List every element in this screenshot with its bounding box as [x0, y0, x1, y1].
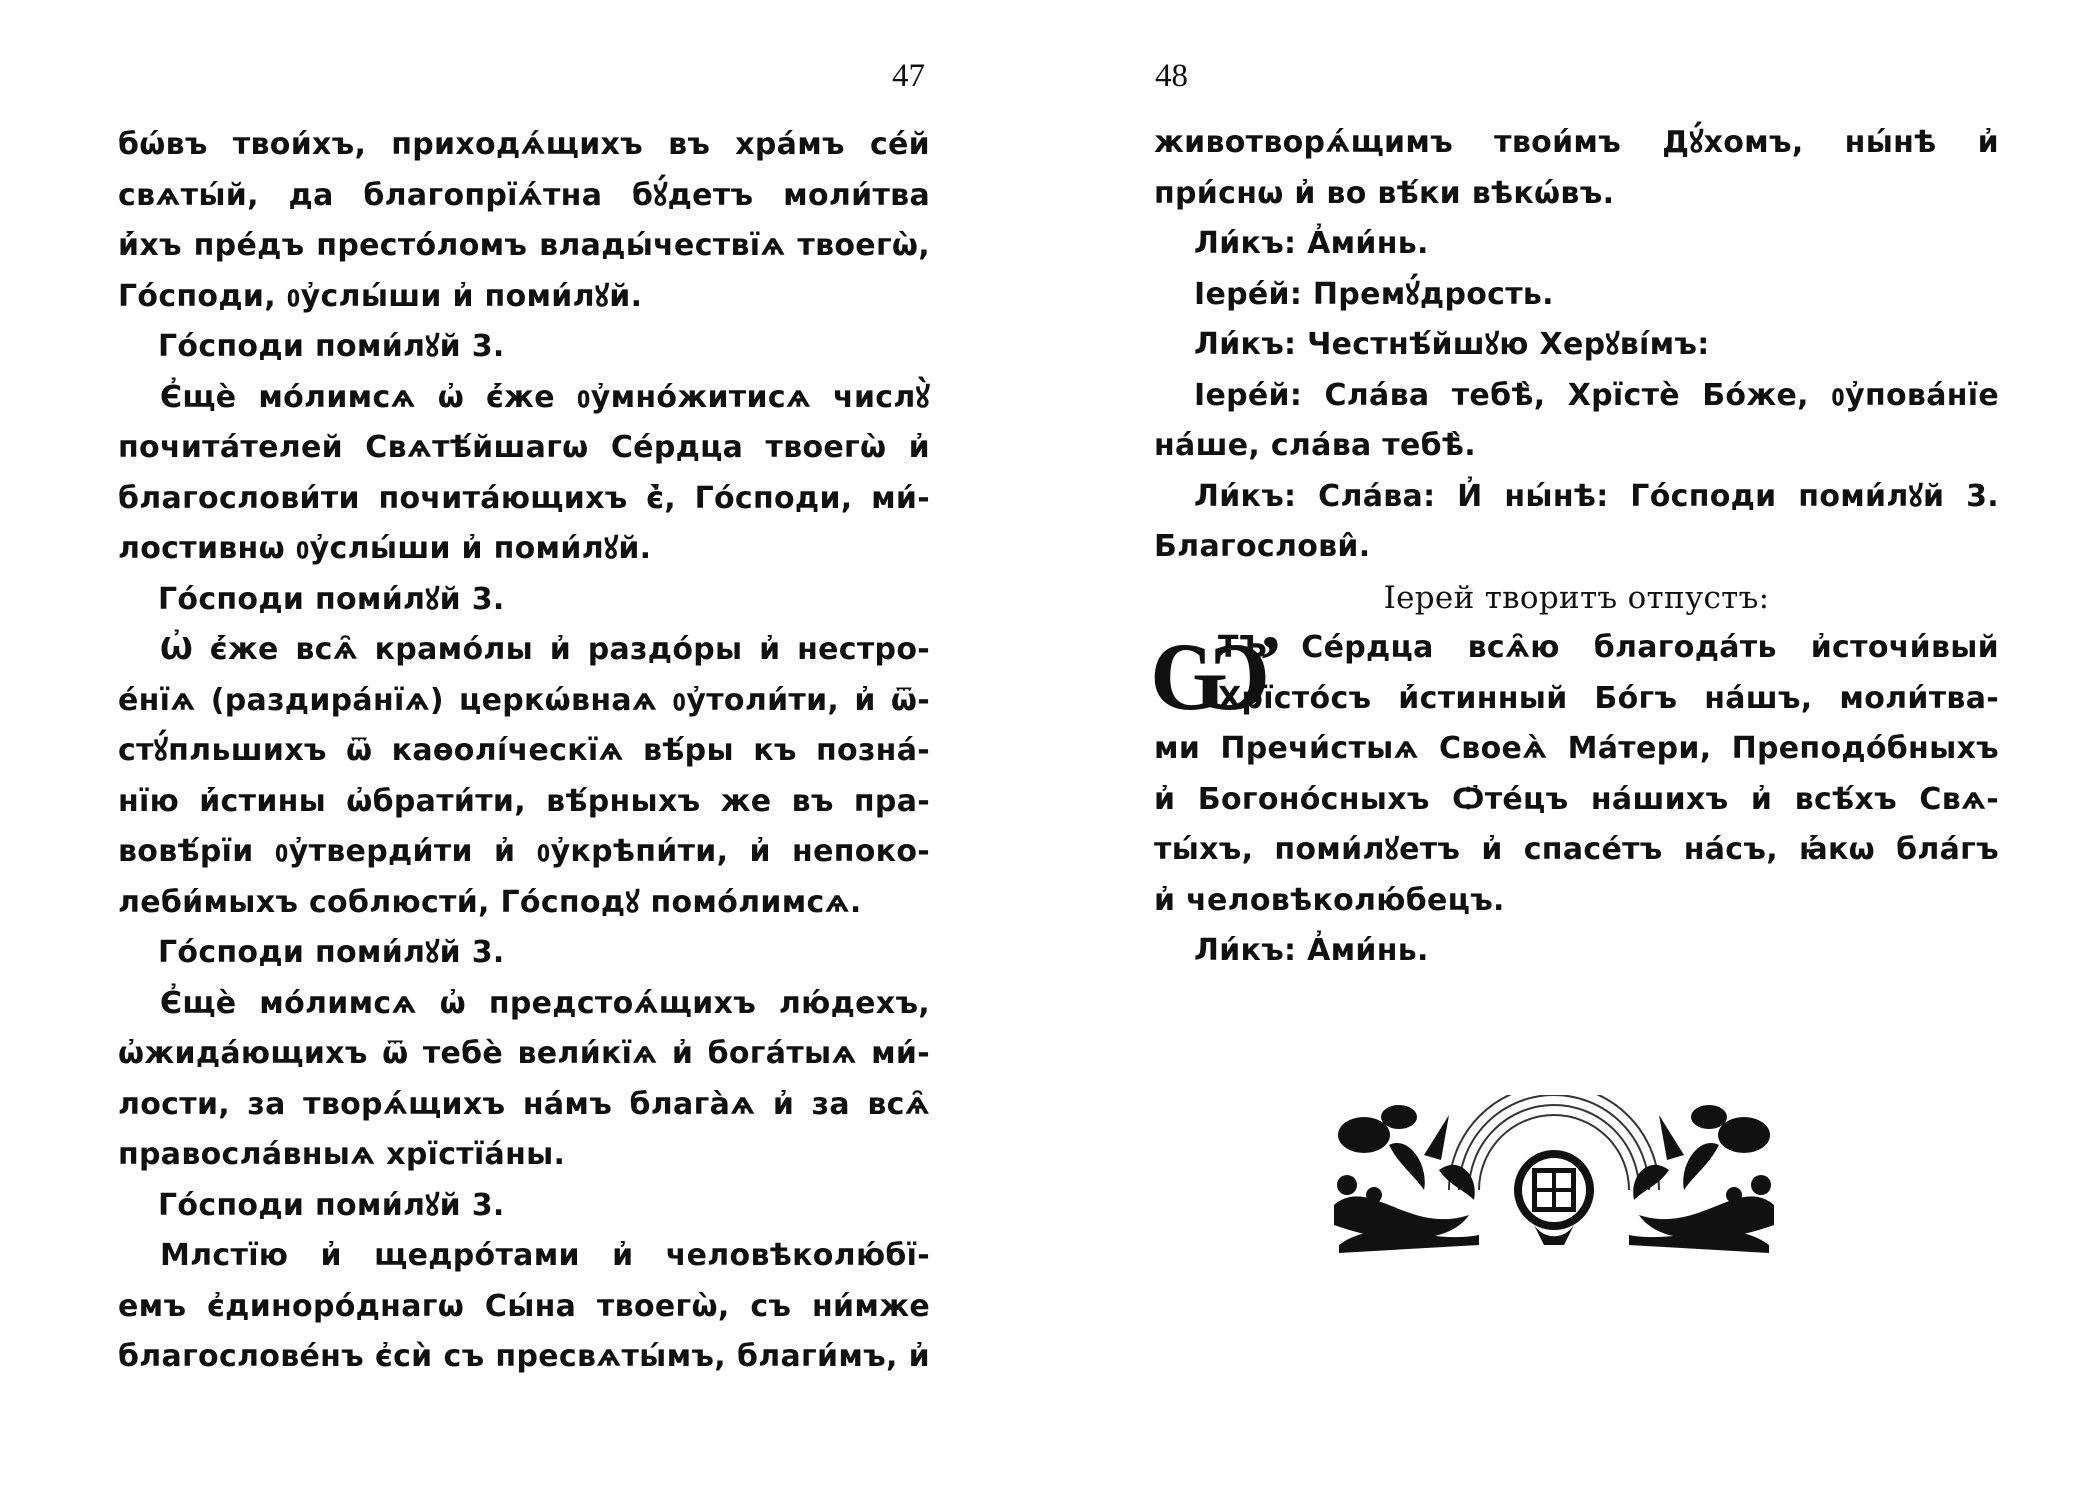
text-line: свѧты́й, да благопрїѧ́тна бꙋ́детъ моли́тва [118, 177, 930, 213]
drop-cap: Ѡ҆ [1150, 619, 1271, 732]
text-line: ми Пречи́стыѧ Своеѧ̀ Ма́тери, Преподо́бныхъ [1154, 731, 1999, 766]
text-line: на́ше, сла́ва тебѣ̀. [1154, 428, 1476, 463]
response-line: Го́споди поми́лꙋй 3. [158, 1187, 505, 1223]
text-line: животворѧ́щимъ твои́мъ Дꙋ́хомъ, ны́нѣ и҆ [1154, 125, 1999, 160]
left-page-text [118, 120, 930, 1383]
text-line: Ѡ҆ є҆́же всѧ̑ крамо́лы и҆ раздо́ры и҆ нестро- [160, 632, 930, 667]
text-line: е́нїѧ (раздира́нїѧ) церкѡ́внаѧ ᲂу҆толи́ти, и҆ ѿ- [118, 682, 930, 718]
text-line: Хрїсто́съ и҆́стинный Бо́гъ на́шъ, моли́тва- [1218, 680, 1999, 716]
page-number: 48 [1155, 58, 1188, 94]
text-line: стꙋ́пльшихъ ѿ каѳолі́ческїѧ вѣ́ры къ позна́- [118, 733, 930, 768]
text-line: благослови́ти почита́ющихъ є҆̀, Го́споди, ми́- [118, 480, 930, 516]
response-line: Го́споди поми́лꙋй 3. [158, 935, 505, 970]
response-line: Го́споди поми́лꙋй 3. [158, 581, 505, 617]
priest-line: Іере́й: Сла́ва тебѣ̀, Хрїстѐ Бо́же, ᲂу҆пова́нїе [1194, 377, 1999, 413]
text-line: вовѣ́рїи ᲂу҆тверди́ти и҆ ᲂу҆крѣпи́ти, и҆ непоко- [118, 834, 930, 869]
priest-line: Іере́й: Премꙋ́дрость. [1194, 276, 1554, 312]
text-line: и҆ Богоно́сныхъ Ѻ҆те́цъ на́шихъ и҆ всѣ́хъ Свѧ- [1154, 781, 1999, 817]
text-line: емъ є҆диноро́днагѡ Сы́на твоегѡ̀, съ ни́мже [118, 1288, 930, 1324]
text-line: ѡ҆жида́ющихъ ѿ тебѐ вели́кїѧ и҆ бога́тыѧ ми́- [118, 1036, 930, 1071]
text-line: и҆ человѣколю́бецъ. [1154, 882, 1505, 918]
text-line: при́снѡ и҆ во вѣ́ки вѣкѡ́въ. [1154, 175, 1615, 211]
text-line: бѡ́въ твои́хъ, приходѧ́щихъ въ хра́мъ се́й [118, 127, 930, 162]
response-line: Ли́къ: А҆ми́нь. [1194, 226, 1429, 261]
text-line: и҆́хъ пре́дъ престо́ломъ влады́чествїѧ твоегѡ̀, [118, 228, 930, 263]
text-line: лости, за творѧ́щихъ на́мъ блага̀ѧ и҆ за всѧ̑ [118, 1086, 930, 1122]
text-line: почита́телей Свѧтѣ́йшагѡ Се́рдца твоегѡ̀ и҆ [118, 430, 930, 465]
text-line: Є҆щѐ мо́лимсѧ ѡ҆ предстоѧ́щихъ лю́дехъ, [160, 985, 930, 1021]
text-line: нїю и҆́стины ѡ҆брати́ти, вѣ́рныхъ же въ пра- [118, 783, 930, 819]
text-line: Млстїю и҆ щедро́тами и҆ человѣколю́бї- [160, 1238, 930, 1273]
page-number: 47 [892, 58, 925, 94]
rubric: Iерей творитъ отпустъ: [1383, 579, 1770, 616]
left-floral-branch [1334, 1105, 1479, 1253]
dismissal-line-text: ТЪ Се́рдца всѧ̑ю благода́ть и҆сточи́вый [1218, 630, 1999, 665]
response-line: Ли́къ: Сла́ва: И҆ ны́нѣ: Го́споди поми́лꙋй 3. [1194, 478, 1999, 514]
right-floral-branch [1629, 1105, 1774, 1253]
text-line: ты́хъ, поми́лꙋетъ и҆ спасе́тъ на́съ, ꙗ҆́кѡ бла́гъ [1154, 832, 1999, 867]
right-page-text [1150, 118, 1999, 977]
response-line: Ли́къ: А҆ми́нь. [1194, 933, 1429, 968]
monogram-emblem [1514, 1150, 1594, 1245]
right-page [1039, 0, 2078, 1500]
text-line: лостивнѡ ᲂу҆слы́ши и҆ поми́лꙋй. [118, 531, 652, 566]
text-line: Є҆щѐ мо́лимсѧ ѡ҆ є҆́же ᲂу҆мно́житисѧ числꙋ̀ [160, 379, 930, 415]
text-line: Го́споди, ᲂу҆слы́ши и҆ поми́лꙋй. [118, 278, 643, 314]
text-line: Благослови̂. [1154, 529, 1371, 564]
floral-headpiece-ornament [1329, 1095, 1779, 1255]
text-line: благослове́нъ є҆сѝ съ пресвѧты́мъ, благи́мъ, и҆ [118, 1339, 930, 1374]
text-line: леби́мыхъ соблюсти́, Го́сподꙋ помо́лимсѧ. [118, 884, 862, 920]
response-line: Го́споди поми́лꙋй 3. [158, 329, 505, 364]
response-line: Ли́къ: Честнѣ́йшꙋю Херꙋві́мъ: [1194, 327, 1710, 362]
text-line: правосла́вныѧ хрїстїа́ны. [118, 1137, 566, 1172]
